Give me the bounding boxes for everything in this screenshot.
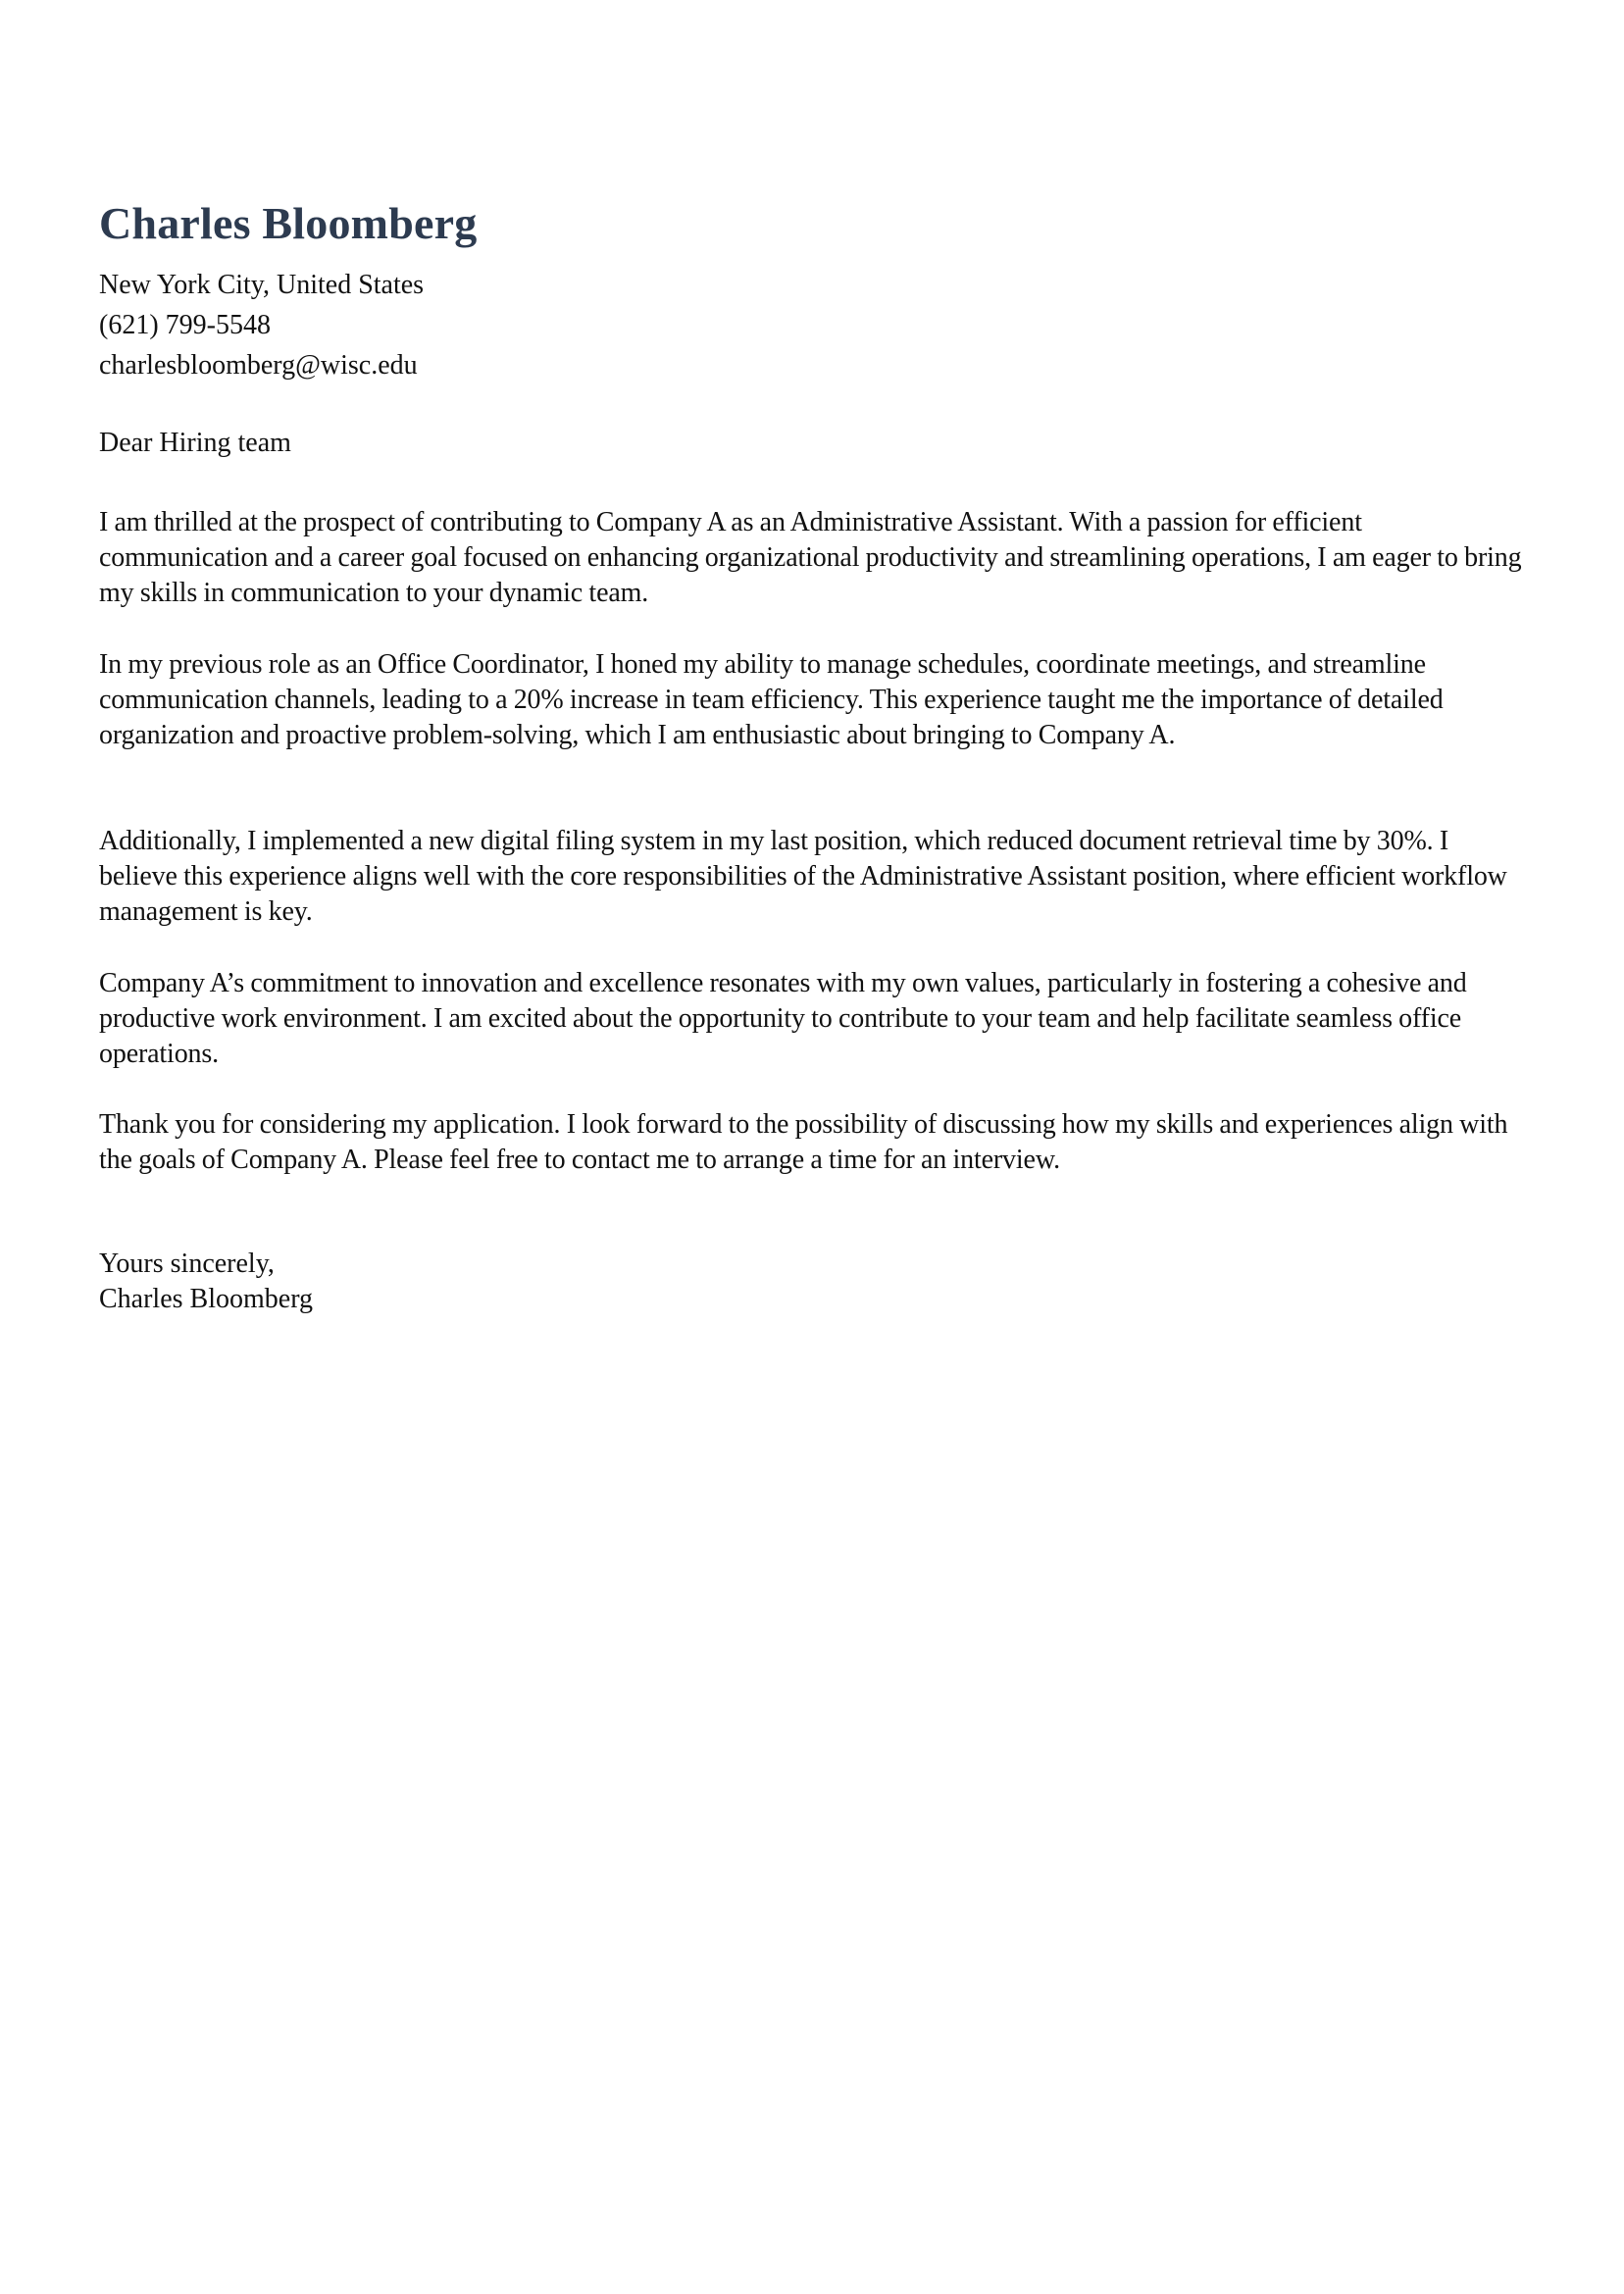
closing-block [99, 1247, 313, 1317]
applicant-name: Charles Bloomberg [99, 198, 478, 248]
closing-phrase: Yours sincerely, [99, 1249, 275, 1279]
location-text: New York City, United States [99, 270, 425, 300]
contact-block [99, 265, 424, 385]
body-paragraph-4: Company A’s commitment to innovation and excellence resonates with my own values, particularly in fostering a cohesive and productive work environment. I am excited about the opportunity to contribute to your team and help facilitate seamless office operations. [99, 968, 1467, 1069]
body-paragraph-2: In my previous role as an Office Coordinator, I honed my ability to manage schedules, coordinate meetings, and streamline communication channels, leading to a 20% increase in team efficiency. This experience taught me the importance of detailed organization and proactive problem-solving, which I am enthusiastic about bringing to Company A. [99, 649, 1444, 750]
body-paragraph-1: I am thrilled at the prospect of contributing to Company A as an Administrative Assistant. With a passion for efficient communication and a career goal focused on enhancing organizational productivity and streamlining operations, I am eager to bring my skills in communication to your dynamic team. [99, 507, 1522, 608]
body-paragraph-5: Thank you for considering my application. I look forward to the possibility of discussing how my skills and experiences align with the goals of Company A. Please feel free to contact me to arrange a time for an interview. [99, 1109, 1508, 1175]
signature-name: Charles Bloomberg [99, 1284, 314, 1314]
phone-text: (621) 799-5548 [99, 310, 271, 340]
salutation: Dear Hiring team [99, 428, 291, 458]
email-text: charlesbloomberg@wisc.edu [99, 350, 418, 381]
body-paragraph-3: Additionally, I implemented a new digital filing system in my last position, which reduced document retrieval time by 30%. I believe this experience aligns well with the core responsibilities of the Administrative Assistant position, where efficient workflow management is key. [99, 826, 1507, 927]
